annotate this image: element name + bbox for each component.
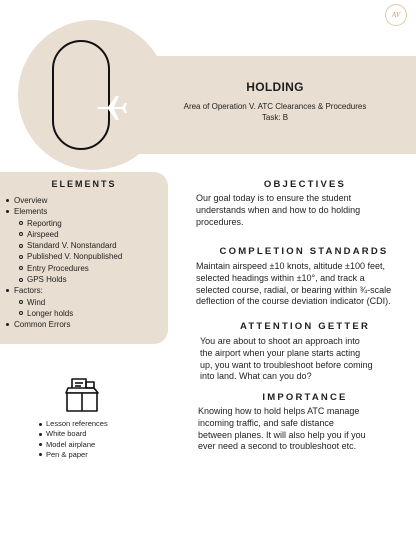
list-item: Longer holds (5, 308, 122, 319)
list-item: Factors: (5, 285, 122, 296)
materials-box-icon (62, 376, 102, 414)
list-item: Published V. Nonpublished (5, 251, 122, 262)
list-item: Common Errors (5, 319, 122, 330)
page-subtitle: Area of Operation V. ATC Clearances & Procedures Task: B (183, 102, 367, 122)
brand-logo: AV (385, 4, 407, 26)
list-item: Model airplane (38, 440, 108, 450)
materials-list (38, 419, 108, 460)
completion-text: Maintain airspeed ±10 knots, altitude ±100 feet, selected headings within ±10°, and track a selected course, radial, or bearing within ¾-scale deflection of the course deviation indicator (CDI). (196, 261, 392, 307)
objectives-heading: OBJECTIVES (263, 179, 347, 190)
list-item: White board (38, 429, 108, 439)
list-item: Lesson references (38, 419, 108, 429)
list-item: Reporting (5, 218, 122, 229)
elements-list (5, 195, 122, 331)
completion-heading: COMPLETION STANDARDS (219, 246, 389, 257)
list-item: Overview (5, 195, 122, 206)
list-item: Entry Procedures (5, 263, 122, 274)
list-item: Standard V. Nonstandard (5, 240, 122, 251)
list-item: Pen & paper (38, 450, 108, 460)
elements-heading: ELEMENTS (51, 179, 117, 189)
airplane-icon (96, 92, 128, 124)
importance-text: Knowing how to hold helps ATC manage incoming traffic, and safe distance between planes. It will also help you if you ever need a second to troubleshoot etc. (198, 406, 366, 452)
importance-heading: IMPORTANCE (262, 392, 348, 403)
list-item: Elements (5, 206, 122, 217)
list-item: Airspeed (5, 229, 122, 240)
attention-text: You are about to shoot an approach into the airport when your plane starts acting up, you want to troubleshoot before coming into land. What can you do? (200, 336, 373, 382)
list-item: Wind (5, 297, 122, 308)
objectives-text: Our goal today is to ensure the student understands when and how to do holding procedures. (196, 193, 361, 227)
attention-heading: ATTENTION GETTER (239, 321, 371, 332)
list-item: GPS Holds (5, 274, 122, 285)
page-title: HOLDING (246, 80, 304, 94)
